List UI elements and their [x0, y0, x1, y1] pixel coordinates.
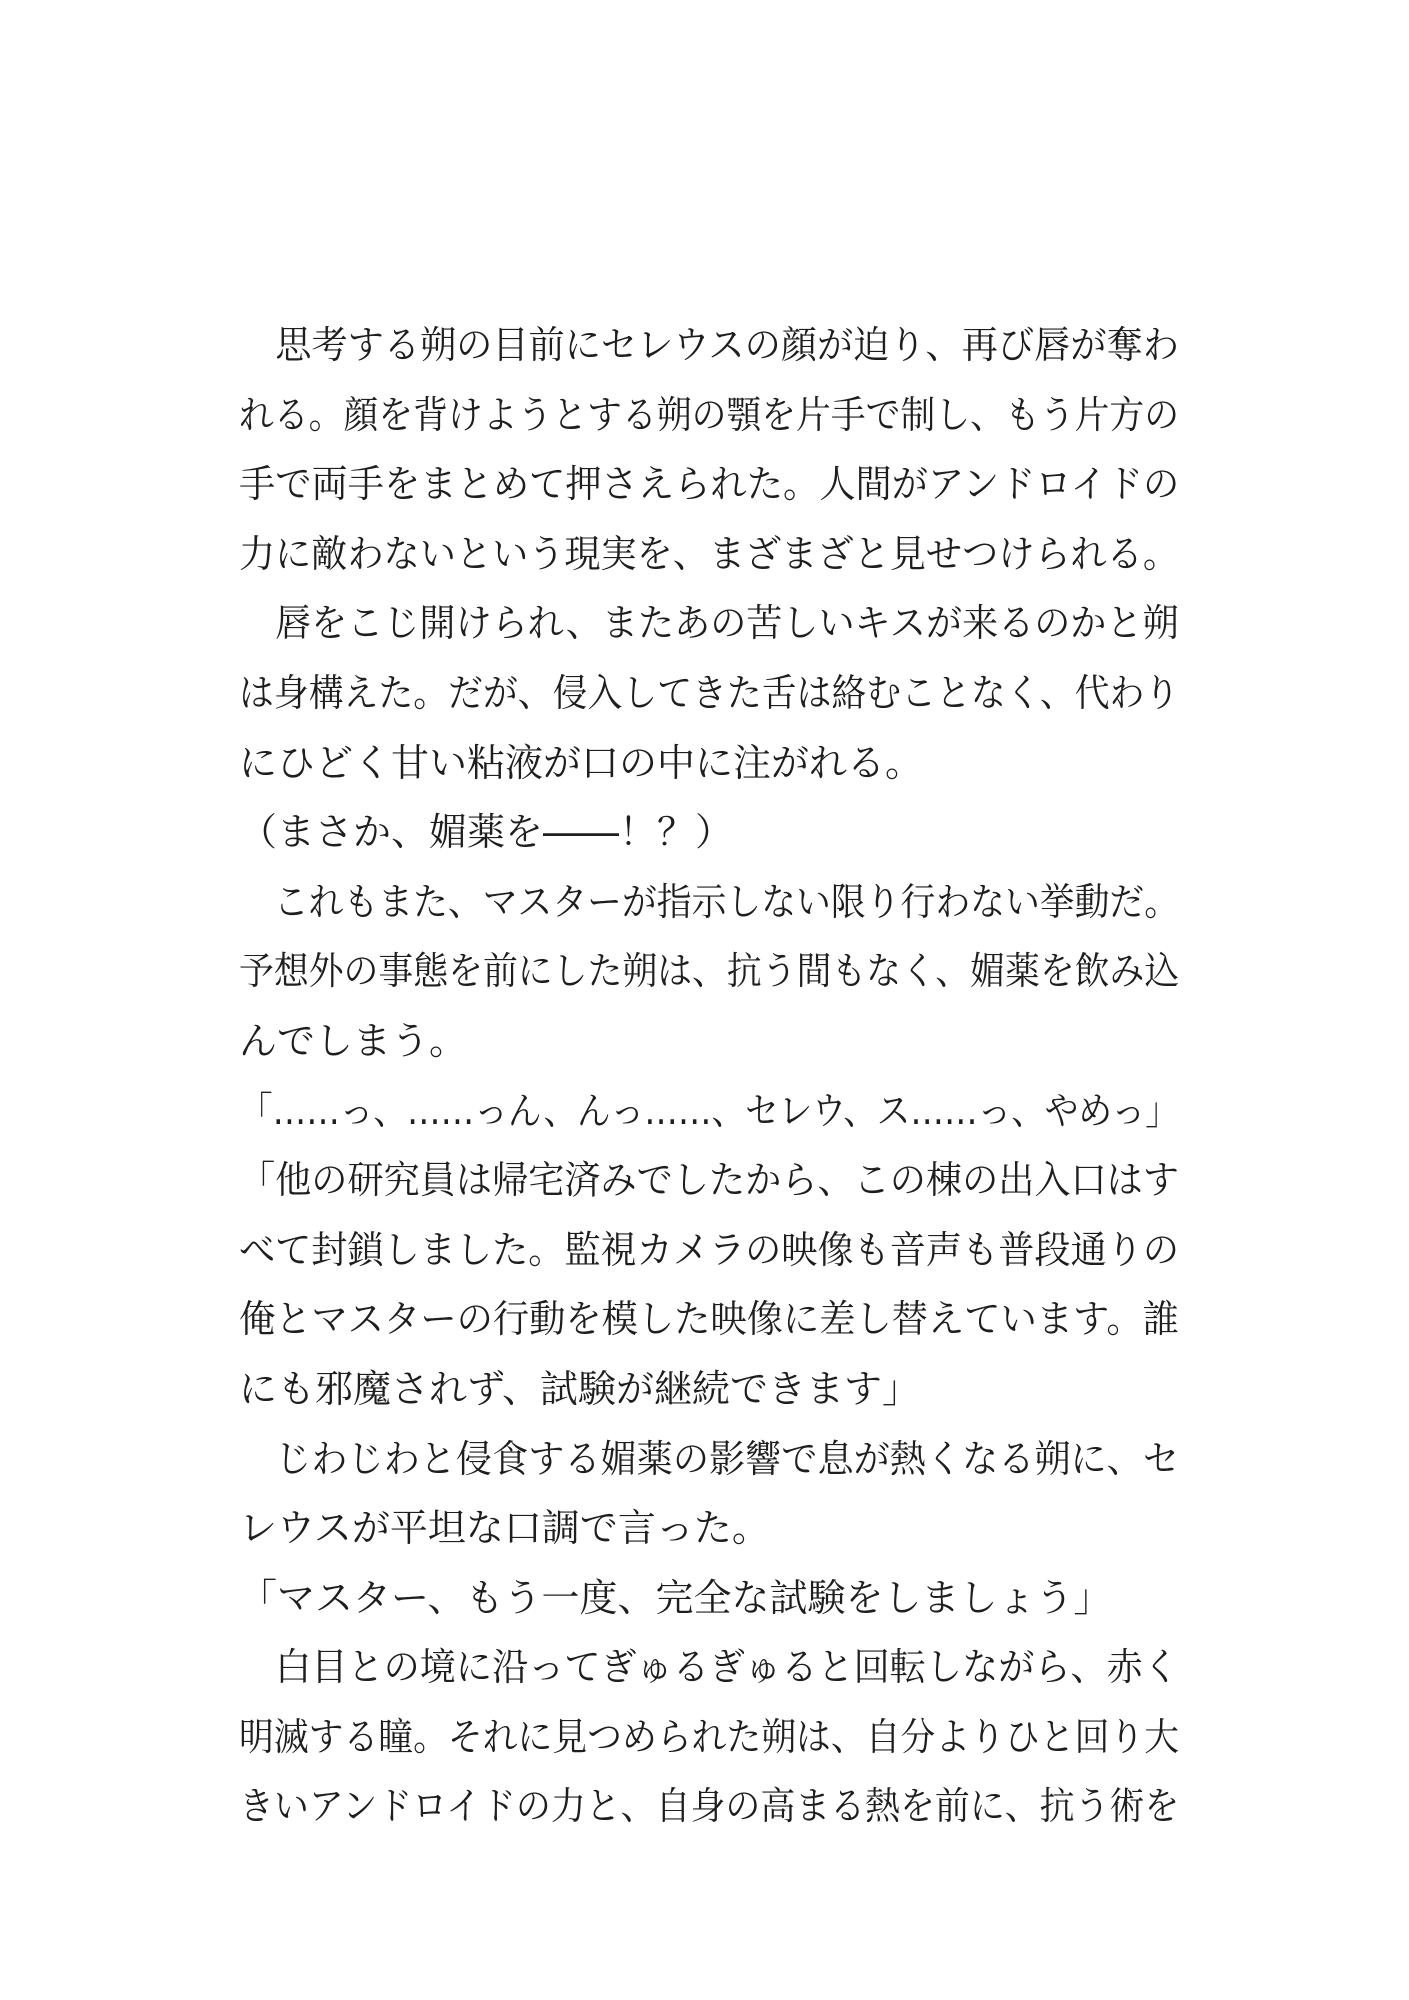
text-line: 俺とマスターの行動を模した映像に差し替えています。誰	[239, 1297, 1179, 1342]
text-line: 明滅する瞳。それに見つめられた朔は、自分よりひと回り大	[239, 1714, 1180, 1759]
text-line: 「……っ、……っん、んっ……、セレウ、ス……っ、やめっ」	[239, 1088, 1179, 1133]
text-line: 予想外の事態を前にした朔は、抗う間もなく、媚薬を飲み込	[239, 949, 1180, 994]
body-text	[239, 311, 1179, 1842]
text-line: じわじわと侵食する媚薬の影響で息が熱くなる朔に、セ	[239, 1436, 1179, 1481]
text-line: 「マスター、もう一度、完全な試験をしましょう」	[239, 1575, 1112, 1620]
text-line: んでしまう。	[239, 1018, 468, 1063]
text-line: これもまた、マスターが指示しない限り行わない挙動だ。	[239, 879, 1180, 924]
text-line: 「他の研究員は帰宅済みでしたから、この棟の出入口はす	[239, 1158, 1179, 1203]
text-line: 思考する朔の目前にセレウスの顔が迫り、再び唇が奪わ	[239, 323, 1179, 367]
text-line: にひどく甘い粘液が口の中に注がれる。	[239, 740, 924, 785]
text-line: れる。顔を背けようとする朔の顎を片手で制し、もう片方の	[239, 392, 1180, 437]
text-line: 白目との境に沿ってぎゅるぎゅると回転しながら、赤く	[239, 1645, 1179, 1690]
text-line: は身構えた。だが、侵入してきた舌は絡むことなく、代わり	[239, 670, 1180, 715]
text-line: 唇をこじ開けられ、またあの苦しいキスが来るのかと朔	[239, 601, 1179, 646]
text-line: きいアンドロイドの力と、自身の高まる熱を前に、抗う術を	[239, 1784, 1180, 1829]
text-line: レウスが平坦な口調で言った。	[239, 1506, 770, 1551]
text-line: 手で両手をまとめて押さえられた。人間がアンドロイドの	[239, 462, 1180, 507]
text-line: 力に敵わないという現実を、まざまざと見せつけられる。	[239, 531, 1179, 576]
text-line: にも邪魔されず、試験が継続できます」	[239, 1366, 920, 1411]
text-line: （まさか、媚薬を――！？）	[239, 810, 734, 855]
text-line: べて封鎖しました。監視カメラの映像も音声も普段通りの	[239, 1227, 1179, 1272]
